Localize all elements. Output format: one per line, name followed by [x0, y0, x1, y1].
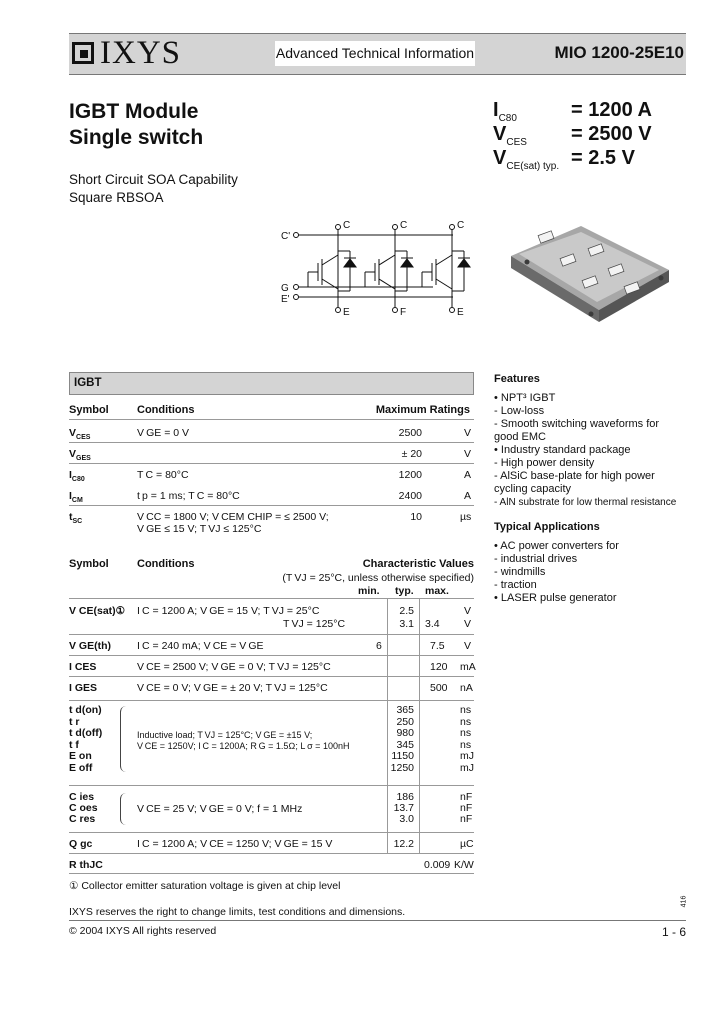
- cap-units: nF nF nF: [460, 791, 473, 825]
- brace-icon: [120, 793, 127, 825]
- cell-val: 2500: [398, 427, 422, 439]
- divider: [387, 598, 388, 853]
- table-row: R thJC: [69, 859, 103, 871]
- cell-unit: nA: [460, 682, 473, 694]
- page-number: 1 - 6: [661, 925, 686, 939]
- table-row: V CE(sat)①: [69, 605, 126, 617]
- label-f: F: [400, 307, 407, 318]
- table-row: $V_{GES}$: [69, 448, 91, 463]
- subtitle-line2: Square RBSOA: [69, 190, 164, 205]
- cell-unit: µC: [460, 838, 474, 850]
- cell-val: 1200: [398, 469, 422, 481]
- switching-cond: Inductive load; T VJ = 125°C; V GE = ±15 V; V CE = 1250V; I C = 1200A; R G = 1.5Ω; L σ = 100nH: [137, 730, 350, 751]
- rating-vces: $V_{CES}$ = 2500 V: [493, 123, 652, 148]
- ixys-logo: [72, 37, 181, 69]
- cell-typ: 12.2: [393, 838, 414, 850]
- label-c-prime: C': [281, 231, 291, 242]
- cell-unit: A: [464, 469, 472, 481]
- list-item: - traction: [494, 579, 537, 591]
- divider: [69, 785, 474, 786]
- table-row: Q gc: [69, 838, 93, 850]
- divider: [69, 700, 474, 701]
- divider: [69, 463, 474, 464]
- copyright: © 2004 IXYS All rights reserved: [69, 925, 217, 937]
- label-e1: E: [343, 307, 350, 318]
- footer-divider: [69, 920, 686, 921]
- subtitle-line1: Short Circuit SOA Capability: [69, 172, 238, 187]
- title-line1: IGBT Module: [69, 100, 199, 123]
- part-number: MIO 1200-25E10: [554, 43, 684, 62]
- cell-unit: V: [464, 605, 472, 617]
- cell-cond: V CC = 1800 V; V CEM CHIP = ≤ 2500 V;: [137, 511, 329, 523]
- label-e3: E: [457, 307, 464, 318]
- cap-typs: 186 13.7 3.0: [393, 791, 414, 825]
- footnote: ① Collector emitter saturation voltage is given at chip level: [69, 880, 341, 892]
- list-item: - Smooth switching waveforms for: [494, 418, 660, 430]
- table-row: $t_{SC}$: [69, 511, 83, 526]
- label-e-prime: E': [281, 294, 290, 305]
- cell-unit: V: [464, 448, 472, 460]
- rating-ic80: $I_{C80}$ = 1200 A: [493, 99, 652, 124]
- col-max-ratings: Maximum Ratings: [375, 404, 470, 416]
- apps-title: Typical Applications: [494, 521, 600, 533]
- module-photo: [511, 218, 671, 328]
- cap-cond: V CE = 25 V; V GE = 0 V; f = 1 MHz: [137, 803, 303, 815]
- divider: [69, 655, 474, 656]
- table-row: V GE(th): [69, 640, 111, 652]
- cell-unit: K/W: [454, 859, 474, 871]
- features: [494, 373, 694, 605]
- list-item: - Low-loss: [494, 405, 545, 417]
- divider: [419, 598, 420, 853]
- list-item: - windmills: [494, 566, 546, 578]
- section-igbt: IGBT: [69, 372, 474, 395]
- cell-val: ± 20: [401, 448, 422, 460]
- cell-typ: 3.1: [399, 618, 414, 630]
- title-line2: Single switch: [69, 126, 204, 149]
- list-item: • AC power converters for: [494, 540, 619, 552]
- cell-unit: V: [464, 640, 472, 652]
- list-item: - AlN substrate for low thermal resistance: [494, 497, 677, 508]
- brace-icon: [120, 706, 127, 772]
- divider: [69, 505, 474, 506]
- page-title: [69, 99, 203, 151]
- list-item: • NPT³ IGBT: [494, 392, 556, 404]
- cell-unit: A: [464, 490, 472, 502]
- badge: Advanced Technical Information: [275, 41, 475, 66]
- divider: [69, 442, 474, 443]
- cell-cond: T C = 80°C: [137, 469, 189, 481]
- cell-min: 6: [376, 640, 382, 652]
- label-g: G: [281, 283, 289, 294]
- cell-unit: V: [464, 618, 472, 630]
- logo-text: IXYS: [100, 35, 182, 71]
- divider: [69, 634, 474, 635]
- cell-cond: V GE ≤ 15 V; T VJ ≤ 125°C: [137, 523, 262, 535]
- char-note: (T VJ = 25°C, unless otherwise specified): [282, 572, 474, 584]
- cell-unit: V: [464, 427, 472, 439]
- key-ratings: [493, 99, 693, 171]
- list-item: • LASER pulse generator: [494, 592, 617, 604]
- divider: [69, 598, 474, 599]
- cell-max: 3.4: [425, 618, 440, 630]
- cell-unit: µs: [460, 511, 472, 523]
- cell-unit: mA: [460, 661, 476, 673]
- divider: [69, 873, 474, 874]
- cell-cond: T VJ = 125°C: [283, 618, 346, 630]
- list-item: good EMC: [494, 431, 546, 443]
- col-conditions: Conditions: [137, 558, 195, 570]
- col-char-values: Characteristic Values: [362, 558, 474, 570]
- col-max: max.: [425, 585, 449, 597]
- col-conditions: Conditions: [137, 404, 195, 416]
- footer-reserve: IXYS reserves the right to change limits, test conditions and dimensions.: [69, 906, 406, 918]
- switching-units: ns ns ns ns mJ mJ: [460, 704, 474, 774]
- logo-mark-icon: [72, 42, 94, 64]
- table-row: I GES: [69, 682, 98, 694]
- table-row: $I_{C80}$: [69, 469, 85, 484]
- cell-max: 500: [430, 682, 448, 694]
- list-item: - High power density: [494, 457, 595, 469]
- divider: [69, 832, 474, 833]
- divider: [69, 853, 474, 854]
- list-item: cycling capacity: [494, 483, 572, 495]
- cell-cond: V CE = 0 V; V GE = ± 20 V; T VJ = 125°C: [137, 682, 328, 694]
- cell-max: 7.5: [430, 640, 445, 652]
- col-min: min.: [358, 585, 380, 597]
- label-c3: C: [457, 220, 465, 231]
- cell-cond: I C = 1200 A; V CE = 1250 V; V GE = 15 V: [137, 838, 333, 850]
- table-row: $I_{CM}$: [69, 490, 83, 505]
- cell-cond: I C = 1200 A; V GE = 15 V; T VJ = 25°C: [137, 605, 320, 617]
- cell-cond: V GE = 0 V: [137, 427, 190, 439]
- cell-typ: 2.5: [399, 605, 414, 617]
- label-c1: C: [343, 220, 351, 231]
- cell-cond: t p = 1 ms; T C = 80°C: [137, 490, 240, 502]
- doc-code: 416: [680, 895, 688, 908]
- switching-symbols: t d(on) t r t d(off) t f E on E off: [69, 704, 103, 774]
- switching-typs: 365 250 980 345 1150 1250: [390, 704, 414, 774]
- cell-cond: I C = 240 mA; V CE = V GE: [137, 640, 264, 652]
- subtitle: [69, 171, 238, 207]
- cell-val: 2400: [398, 490, 422, 502]
- cell-max: 120: [430, 661, 448, 673]
- features-title: Features: [494, 373, 540, 385]
- list-item: • Industry standard package: [494, 444, 631, 456]
- circuit-diagram: [278, 215, 478, 325]
- divider: [69, 676, 474, 677]
- table-row: I CES: [69, 661, 97, 673]
- cell-cond: V CE = 2500 V; V GE = 0 V; T VJ = 125°C: [137, 661, 331, 673]
- col-symbol: Symbol: [69, 558, 109, 570]
- rating-vcesat: $V_{CE(sat) typ.}$ = 2.5 V: [493, 147, 635, 172]
- col-symbol: Symbol: [69, 404, 109, 416]
- list-item: - industrial drives: [494, 553, 578, 565]
- cap-symbols: C ies C oes C res: [69, 791, 98, 825]
- label-c2: C: [400, 220, 408, 231]
- divider: [69, 419, 474, 420]
- cell-val: 10: [410, 511, 422, 523]
- table-row: $V_{CES}$: [69, 427, 91, 442]
- col-typ: typ.: [395, 585, 414, 597]
- cell-max: 0.009: [424, 859, 451, 871]
- list-item: - AlSiC base-plate for high power: [494, 470, 655, 482]
